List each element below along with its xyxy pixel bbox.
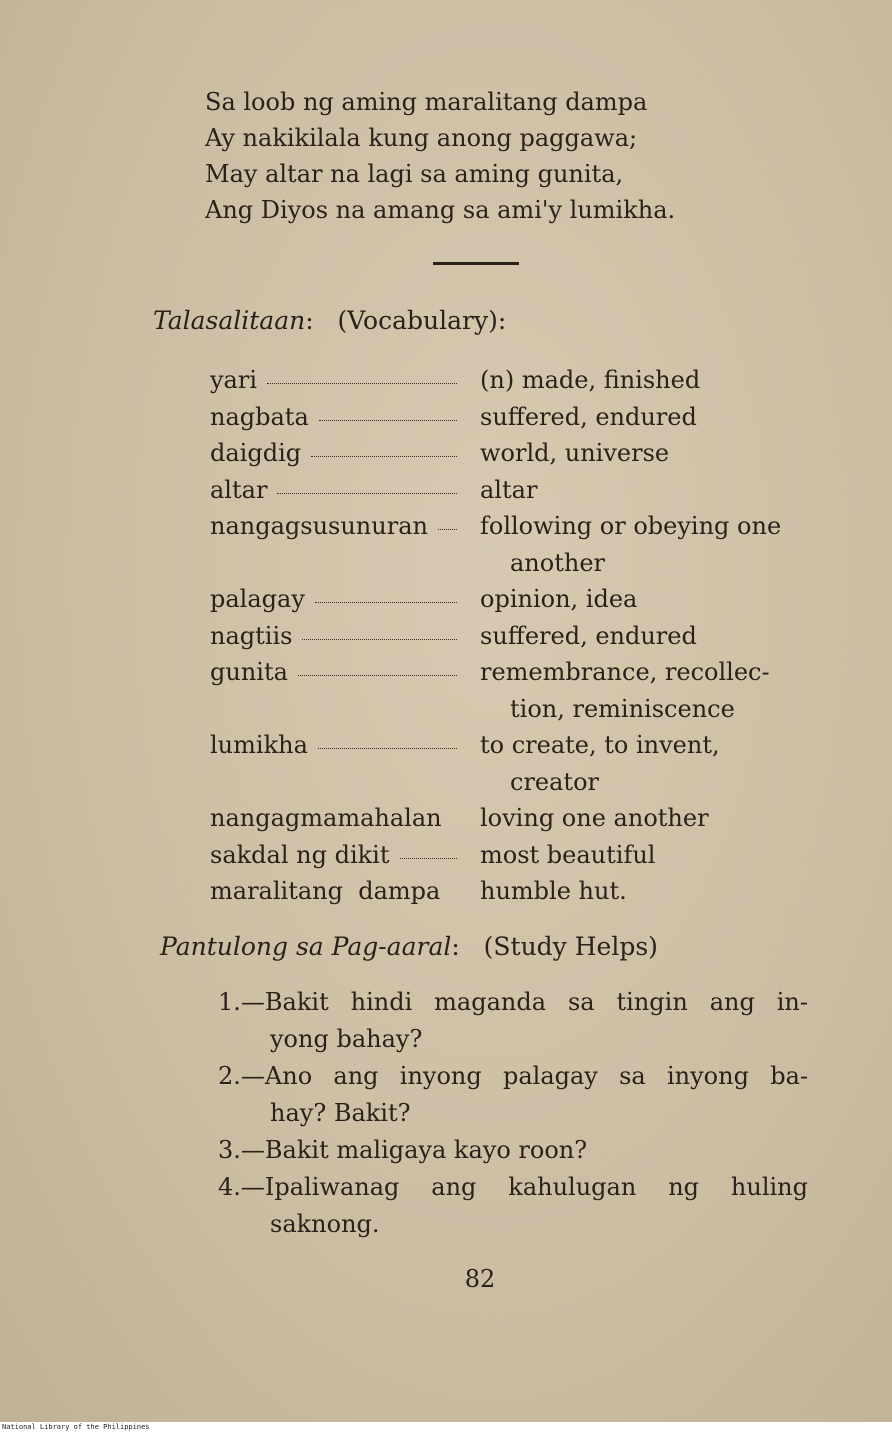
vocabulary-entry — [210, 727, 830, 800]
vocabulary-heading-title: Talasalitaan — [153, 306, 306, 335]
dot-leader — [438, 529, 457, 530]
vocabulary-definition-cell — [465, 727, 830, 800]
section-divider — [433, 262, 519, 265]
vocabulary-term: yari — [210, 366, 258, 394]
vocabulary-definition: opinion, idea — [480, 585, 638, 613]
study-helps-list — [218, 984, 808, 1243]
vocabulary-definition: world, universe — [480, 439, 670, 467]
vocabulary-definition-continuation: tion, reminiscence — [510, 694, 735, 723]
dot-leader — [400, 858, 458, 859]
vocabulary-term-cell — [210, 508, 465, 545]
vocabulary-definition: loving one another — [480, 804, 709, 832]
dot-leader — [277, 493, 457, 494]
vocabulary-definition: to create, to invent, — [480, 731, 720, 759]
study-help-question-continuation: hay? Bakit? — [270, 1099, 411, 1127]
vocabulary-definition-cell — [465, 873, 830, 910]
vocabulary-term-cell — [210, 399, 465, 436]
study-help-question: 3.—Bakit maligaya kayo roon? — [218, 1136, 588, 1164]
vocabulary-heading-translation: (Vocabulary): — [337, 306, 507, 335]
study-help-question: 4.—Ipaliwanag ang kahulugan ng huling — [218, 1173, 808, 1201]
study-help-item — [218, 1169, 808, 1243]
vocabulary-entry — [210, 581, 830, 618]
poem-line: Ay nakikilala kung anong paggawa; — [205, 124, 638, 152]
vocabulary-definition-cell — [465, 508, 830, 581]
vocabulary-definition: (n) made, finished — [480, 366, 701, 394]
study-helps-heading-translation: (Study Helps) — [483, 932, 658, 961]
study-helps-heading-title: Pantulong sa Pag-aaral — [160, 932, 452, 961]
vocabulary-definition-cell — [465, 435, 830, 472]
vocabulary-definition-cell — [465, 800, 830, 837]
study-help-question: 2.—Ano ang inyong palagay sa inyong ba- — [218, 1062, 808, 1090]
vocabulary-term: altar — [210, 475, 268, 504]
vocabulary-definition: remembrance, recollec- — [480, 658, 770, 686]
study-helps-heading-colon: : — [451, 932, 460, 961]
vocabulary-term-cell — [210, 727, 465, 764]
page-number: 82 — [464, 1265, 496, 1293]
vocabulary-entry — [210, 654, 830, 727]
vocabulary-definition: altar — [480, 475, 538, 504]
vocabulary-heading — [153, 306, 506, 335]
vocabulary-term-cell — [210, 800, 465, 837]
footer-credit — [0, 1422, 892, 1433]
study-help-item — [218, 1058, 808, 1132]
vocabulary-entry — [210, 618, 830, 655]
vocabulary-list — [210, 362, 830, 910]
vocabulary-term-cell — [210, 837, 465, 874]
vocabulary-definition: suffered, endured — [480, 402, 697, 431]
vocabulary-definition-cell — [465, 654, 830, 727]
dot-leader — [302, 639, 457, 640]
vocabulary-definition: following or obeying one — [480, 512, 782, 540]
dot-leader — [319, 420, 457, 421]
vocabulary-definition-cell — [465, 581, 830, 618]
vocabulary-term: maralitang dampa — [210, 877, 441, 905]
vocabulary-entry — [210, 472, 830, 509]
vocabulary-definition: most beautiful — [480, 840, 656, 869]
dot-leader — [267, 383, 457, 384]
vocabulary-term: nangagsusunuran — [210, 512, 428, 540]
vocabulary-term: nagbata — [210, 402, 309, 431]
vocabulary-term: daigdig — [210, 439, 302, 467]
vocabulary-entry — [210, 800, 830, 837]
vocabulary-term-cell — [210, 618, 465, 655]
vocabulary-definition-cell — [465, 362, 830, 399]
study-help-item — [218, 1132, 808, 1169]
vocabulary-term: palagay — [210, 585, 305, 613]
vocabulary-definition-cell — [465, 837, 830, 874]
vocabulary-definition-continuation: another — [510, 548, 605, 577]
dot-leader — [318, 748, 457, 749]
dot-leader — [315, 602, 457, 603]
study-help-question-continuation: yong bahay? — [270, 1025, 423, 1053]
vocabulary-entry — [210, 837, 830, 874]
vocabulary-term-cell — [210, 873, 465, 910]
poem-line: Sa loob ng aming maralitang dampa — [205, 88, 648, 116]
vocabulary-definition-cell — [465, 472, 830, 509]
vocabulary-term-cell — [210, 472, 465, 509]
vocabulary-term: lumikha — [210, 731, 308, 759]
poem-line: May altar na lagi sa aming gunita, — [205, 160, 624, 188]
poem-stanza — [205, 84, 675, 228]
vocabulary-definition-cell — [465, 399, 830, 436]
vocabulary-definition: humble hut. — [480, 877, 627, 905]
vocabulary-entry — [210, 873, 830, 910]
vocabulary-term-cell — [210, 435, 465, 472]
vocabulary-entry — [210, 362, 830, 399]
vocabulary-heading-colon: : — [305, 306, 314, 335]
study-help-item — [218, 984, 808, 1058]
footer-credit-text: National Library of the Philippines — [2, 1423, 150, 1431]
study-help-question-continuation: saknong. — [270, 1210, 380, 1238]
vocabulary-term-cell — [210, 581, 465, 618]
poem-line: Ang Diyos na amang sa ami'y lumikha. — [205, 196, 676, 224]
dot-leader — [298, 675, 457, 676]
vocabulary-entry — [210, 399, 830, 436]
study-helps-heading — [160, 932, 658, 961]
vocabulary-entry — [210, 435, 830, 472]
vocabulary-term: nangagmamahalan — [210, 804, 442, 832]
vocabulary-term-cell — [210, 654, 465, 691]
vocabulary-definition-continuation: creator — [510, 767, 599, 796]
vocabulary-definition: suffered, endured — [480, 621, 697, 650]
study-help-question: 1.—Bakit hindi maganda sa tingin ang in- — [218, 988, 808, 1016]
vocabulary-term: sakdal ng dikit — [210, 840, 390, 869]
dot-leader — [311, 456, 457, 457]
vocabulary-entry — [210, 508, 830, 581]
vocabulary-term-cell — [210, 362, 465, 399]
vocabulary-term: nagtiis — [210, 621, 293, 650]
vocabulary-definition-cell — [465, 618, 830, 655]
vocabulary-term: gunita — [210, 658, 288, 686]
